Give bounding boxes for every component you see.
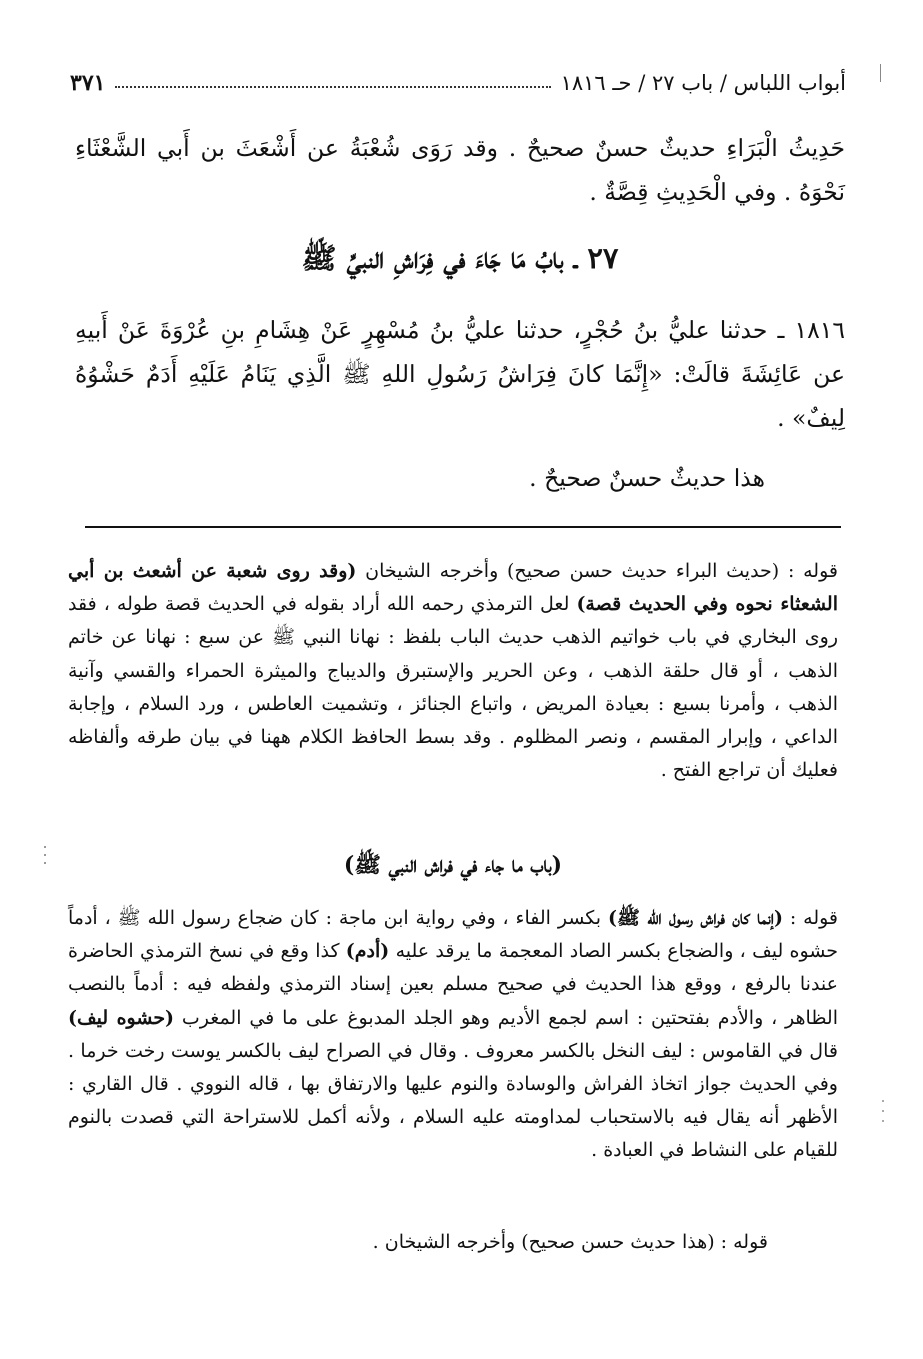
scan-specks	[44, 846, 48, 876]
commentary-quote-bold: (أدم)	[345, 940, 390, 963]
main-text-paragraph-1: حَدِيثُ الْبَرَاءِ حديثٌ حسنٌ صحيحٌ . وقد رَوَى شُعْبَةُ عن أَشْعَثَ بن أَبي الشَّعْثَاءِ نَحْوَهُ . وفي الْحَدِيثِ قِصَّةٌ .	[75, 134, 845, 206]
footnote-divider	[85, 526, 841, 528]
commentary-paragraph-3: قوله : (هذا حديث حسن صحيح) وأخرجه الشيخان .	[372, 1231, 768, 1253]
hadith-grading: هذا حديثٌ حسنٌ صحيحٌ .	[529, 464, 765, 492]
page-number: ٣٧١	[70, 70, 106, 96]
commentary-text: قال في القاموس : ليف النخل بالكسر معروف . وقال في الصراح ليف بالكسر يوست رخت خرما . وفي الحديث جواز اتخاذ الفراش والوسادة والنوم عليها والارتفاق بها ، قاله النووي . قال القاري : الأظهر أنه يقال فيه بالاستحباب لمداومته عليه السلام ، ولأنه أكمل للاستراحة التي قصدت بالنوم للقيام على النشاط في العبادة .	[68, 1039, 838, 1162]
leader-dots	[115, 86, 550, 88]
commentary-quote-bold: (حشوه ليف)	[68, 1006, 175, 1029]
hadith-text: ١٨١٦ ـ حدثنا عليُّ بنُ حُجْرٍ، حدثنا عليُّ بنُ مُسْهِرٍ عَنْ هِشَامِ بنِ عُرْوَةَ عَنْ أَبيهِ عن عَائِشَةَ قالَتْ: «إِنَّمَا كانَ فِرَاشُ رَسُولِ اللهِ ﷺ الَّذِي يَنَامُ عَلَيْهِ أَدَمٌ حَشْوُهُ لِيفٌ» .	[75, 316, 845, 432]
margin-mark	[880, 64, 881, 82]
commentary-sub-heading: (باب ما جاء في فراش النبي ﷺ)	[343, 852, 563, 878]
chapter-heading: ٢٧ ـ بابُ مَا جَاءَ في فِرَاشِ النبيِّ ﷺ	[301, 241, 619, 275]
scan-specks	[882, 1100, 886, 1130]
commentary-paragraph-1	[68, 555, 838, 787]
commentary-text: بكسر الفاء ، وفي رواية ابن ماجة : كان ضجاع رسول الله ﷺ ، أدماً حشوه ليف ، والضجاع بكسر الصاد المعجمة ما يرقد عليه	[68, 907, 839, 963]
commentary-text: قوله :	[782, 907, 839, 929]
commentary-quote-bold: (إنما كان فراش رسول الله ﷺ)	[607, 907, 783, 929]
page-header	[70, 66, 846, 100]
commentary-text: كذا وقع في نسخ الترمذي الحاضرة عندنا بالرفع ، ووقع هذا الحديث في صحيح مسلم بعين إسناد الترمذي ولفظه فيه : أدماً بالنصب الظاهر ، والأدم بفتحتين : اسم لجمع الأديم وهو الجلد المدبوغ على ما في المغرب	[68, 940, 839, 1029]
commentary-text: لعل الترمذي رحمه الله أراد بقوله في الحديث قصة طوله ، فقد روى البخاري في باب خواتيم الذهب حديث الباب بلفظ : نهانا النبي ﷺ عن سبع : نهانا عن خاتم الذهب ، أو قال حلقة الذهب ، وعن الحرير والإستبرق والديباج والميثرة الحمراء والقسي وآنية الذهب ، وأمرنا بسبع : بعيادة المريض ، واتباع الجنائز ، وتشميت العاطس ، ورد السلام ، وإجابة الداعي ، وإبرار المقسم ، ونصر المظلوم . وقد بسط الحافظ الكلام ههنا في بيان طرقه وألفاظه فعليك أن تراجع الفتح .	[68, 593, 838, 782]
commentary-quote-bold: (وقد روى شعبة عن أشعث بن أبي الشعثاء نحوه وفي الحديث قصة)	[68, 560, 838, 616]
running-title: أبواب اللباس / باب ٢٧ / حـ ١٨١٦	[560, 71, 846, 95]
commentary-paragraph-2	[68, 902, 838, 1168]
commentary-text: قوله : (حديث البراء حديث حسن صحيح) وأخرجه الشيخان	[356, 560, 838, 582]
